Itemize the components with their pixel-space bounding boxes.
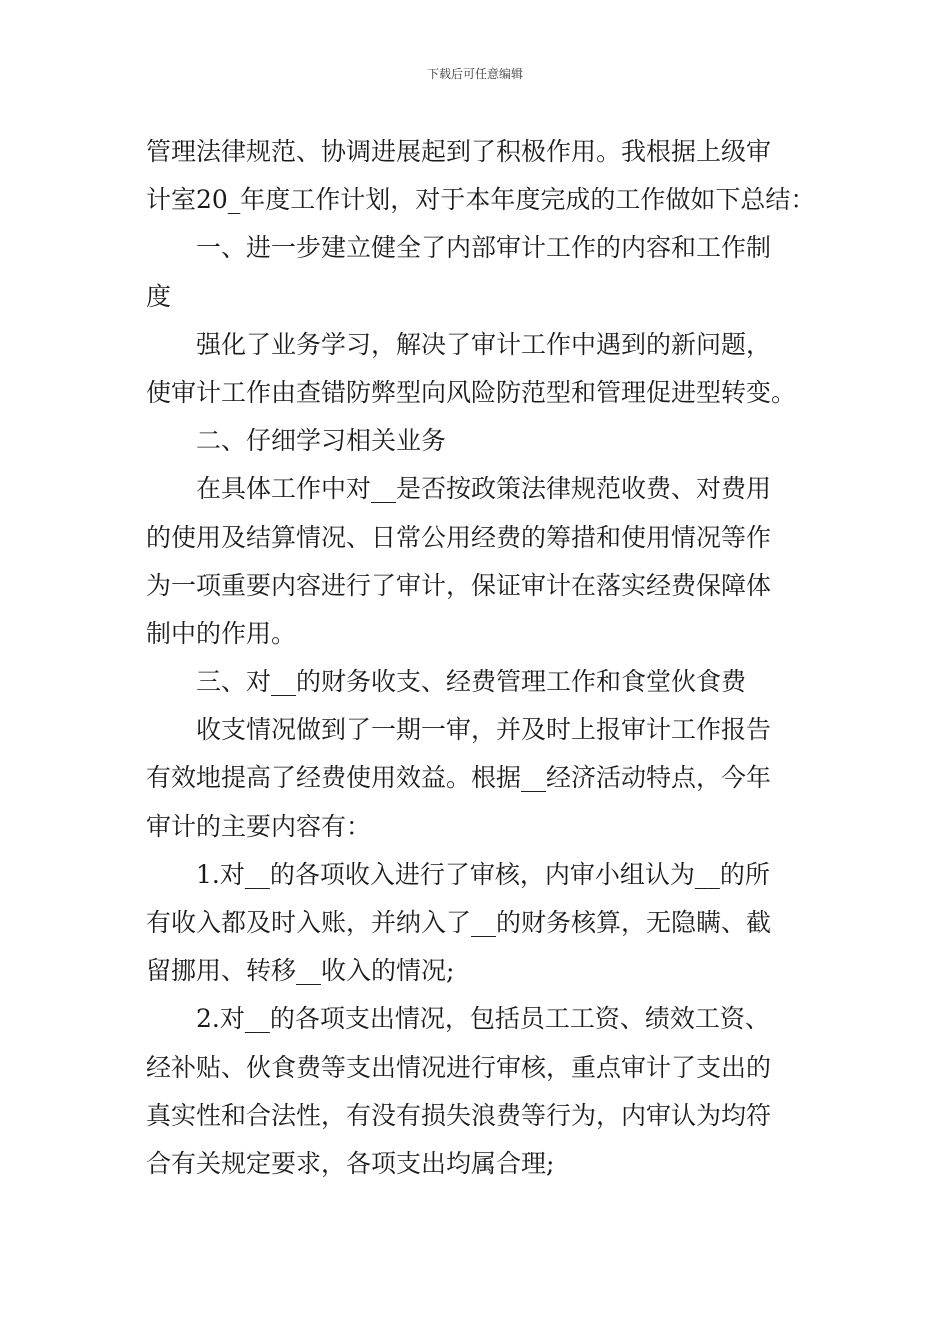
text-line: 度 [146,281,172,311]
text-line: 在具体工作中对__是否按政策法律规范收费、对费用 [196,474,772,504]
text-line: 管理法律规范、协调进展起到了积极作用。我根据上级审 [146,137,772,166]
text-line: 留挪用、转移__收入的情况; [146,956,455,986]
text-line: 审计的主要内容有： [146,811,372,841]
text-line: 一、进一步建立健全了内部审计工作的内容和工作制 [196,233,772,263]
text-line: 经补贴、伙食费等支出情况进行审核，重点审计了支出的 [146,1052,772,1082]
text-line: 的使用及结算情况、日常公用经费的筹措和使用情况等作 [146,522,772,552]
text-line: 强化了业务学习，解决了审计工作中遇到的新问题， [196,329,772,359]
text-line: 使审计工作由查错防弊型向风险防范型和管理促进型转变。 [146,377,797,407]
text-line: 三、对__的财务收支、经费管理工作和食堂伙食费 [196,667,747,697]
text-line: 合有关规定要求，各项支出均属合理; [146,1148,555,1178]
text-line: 制中的作用。 [146,618,297,648]
text-line: 2.对__的各项支出情况，包括员工工资、绩效工资、 [196,1004,770,1034]
document-body [146,128,814,1188]
text-line: 有收入都及时入账，并纳入了__的财务核算，无隐瞒、截 [146,908,772,937]
text-line: 二、仔细学习相关业务 [196,426,447,456]
text-line: 收支情况做到了一期一审，并及时上报审计工作报告 [196,715,772,745]
text-line: 1.对__的各项收入进行了审核，内审小组认为__的所 [196,859,770,889]
text-line: 计室20_年度工作计划，对于本年度完成的工作做如下总结： [146,185,816,215]
page-header: 下载后可任意编辑 [426,67,523,81]
text-line: 有效地提高了经费使用效益。根据__经济活动特点，今年 [146,763,772,793]
text-line: 为一项重要内容进行了审计，保证审计在落实经费保障体 [146,570,772,600]
text-line: 真实性和合法性，有没有损失浪费等行为，内审认为均符 [146,1100,772,1130]
